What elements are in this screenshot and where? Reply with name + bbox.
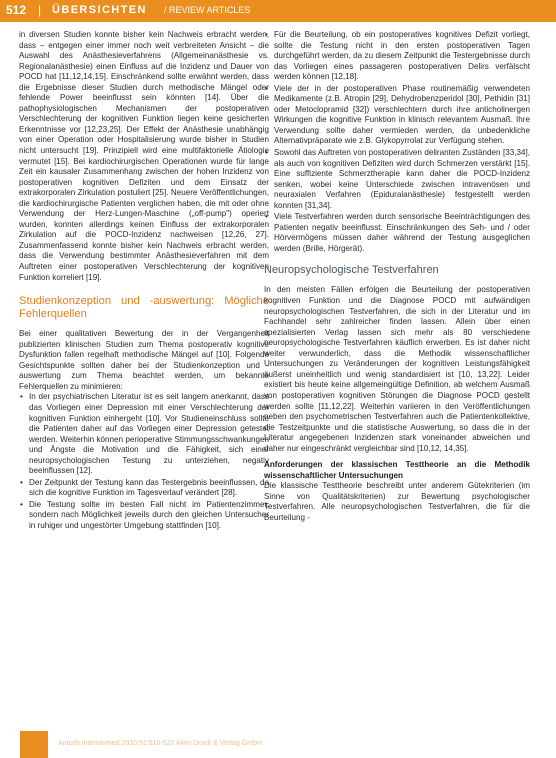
header-separator: | <box>38 3 42 17</box>
list-item: • Viele der in der postoperativen Phase routinemäßig verwendeten Medikamente (z.B. Atropin [29], Dehydrobenzperidol [30], Pethidin [31] oder Metoclopramid [32]) verschlechtern durch ihre anticholinergen Wirkungen die kognitive Funktion in klinisch relevantem Ausmaß. Ihre Verwendung sollte daher vermieden werden, da unbedenkliche Alternativpräparate wie z.B. Glykopyrrolat zur Verfügung stehen. <box>274 84 530 147</box>
paragraph: In den meisten Fällen erfolgen die Beurteilung der postoperativen kognitiven Funktion und die Diagnose POCD mit aufwändigen neuropsychologischen Testverfahren, die sich in der Literatur und im Fachhandel sehr zahlreicher finden lassen. Allein über einen spezialisierten Verlag lassen sich mehr als 80 verschiedene neuropsychologische Testverfahren käuflich erwerben. Es ist daher nicht weiter verwunderlich, dass die Methodik wissenschaftlicher Untersuchungen zu Veränderungen der kognitiven Leistungsfähigkeit äußerst uneinheitlich und wenig standardisiert ist [10, 13,22]. Leider existiert bis heute keine allgemeingültige Definition, ab welchem Ausmaß von postoperativen kognitiven Störungen die Diagnose POCD gestellt werden sollte [11,12,22]. Weiterhin variieren in den Veröffentlichungen neben den psychometrischen Testverfahren auch die Patientenkollektive, die Testzeitpunkte und die statistische Auswertung, so dass die in der Literatur angegebenen Inzidenzen stark voneinander abweichen und daher nur eingeschränkt vergleichbar sind [10,12, 14,35]. <box>264 285 530 453</box>
right-column <box>264 30 530 524</box>
bullet-list <box>19 392 269 531</box>
footer-text: Anästh Intensivmed 2010;51:510-520 Aktiv Druck & Verlag GmbH <box>58 740 262 747</box>
section-heading: Studienkonzeption und -auswertung: Mögliche Fehlerquellen <box>19 295 269 321</box>
paragraph: in diversen Studien konnte bisher kein Nachweis erbracht werden, dass – entgegen einer immer noch weit verbreiteten Ansicht – die Auswahl des Anästhesieverfahrens (Allgemeinanästhesie vs. Regionalanästhesie) einen Einfluss auf die Inzidenz und Dauer von POCD hat [11,12,14,15]. Einschränkend sollte erwähnt werden, dass die Ergebnisse dieser Studien durch methodische Mängel oder fehlende Power beeinflusst sein könnten [14]. Über die pathophysiologischen Mechanismen der postoperativen Verschlechterung der kognitiven Funktion liegen keine gesicherten Erkenntnisse vor [12,23,25]. Der Effekt der Anästhesie unabhängig von einer Operation oder Hospitalisierung wurde bisher in Studien nicht untersucht [19]. Prinzipiell wird eine multifaktorielle Ätiologie vermutet [15]. Bei kardiochirurgischen Operationen wurde für lange Zeit ein kausaler Zusammenhang zwischen der hohen Inzidenz von postoperativen kognitiven Defiziten und dem Einsatz der extrakorporalen Zirkulation postuliert [25]. Neuere Veröffentlichungen, die kardiochirurgische Patienten verglichen haben, die mit oder ohne Verwendung der Herz-Lungen-Maschine („off-pump") operiert wurden, konnten allerdings keinen Einfluss der extrakorporalen Zirkulation auf die POCD-Inzidenz nachweisen [12,26, 27]. Zusammenfassend konnte bisher kein Nachweis erbracht werden, dass die Verwendung bestimmter Anästhesieverfahren mit dem Auftreten einer postoperativen Verschlechterung der kognitiven Funktion korreliert [19]. <box>19 30 269 282</box>
list-item: • Sowohl das Auftreten von postoperativen deliranten Zuständen [33,34], als auch von kognitiven Defiziten wird durch Schmerzen verstärkt [15]. Eine suffiziente Schmerztherapie kann daher die POCD-Inzidenz senken, wobei keine Unterschiede zwischen intravenösen und neuraxialen Verfahren (Epiduralanästhesie) festgestellt werden konnten [31,34]. <box>274 148 530 211</box>
subsection-heading: Anforderungen der klassischen Testtheorie an die Methodik wissenschaftlicher Untersuchungen <box>264 460 530 480</box>
list-item: • Der Zeitpunkt der Testung kann das Testergebnis beeinflussen, da sich die kognitive Funktion im Tagesverlauf verändert [28]. <box>29 478 269 499</box>
list-item: • Für die Beurteilung, ob ein postoperatives kognitives Defizit vorliegt, sollte die Testung nicht in den ersten postoperativen Tagen durchgeführt werden, da zu diesem Zeitpunkt die Testergebnisse durch das Vorliegen eines passageren postoperativen Delirs verfälscht werden können [12,18]. <box>274 30 530 83</box>
section-heading: Neuropsychologische Testverfahren <box>264 264 439 277</box>
left-column <box>19 30 269 533</box>
list-item: • In der psychiatrischen Literatur ist es seit langem anerkannt, dass das Vorliegen einer Depression mit einer Verschlechterung der kognitiven Funktion einhergeht [10]. Vor Studieneinschluss sollte die Patienten daher auf das Vorliegen einer Depression getestet werden. Weiterhin können perioperative Stimmungsschwankungen und Ängste die Motivation und die Fähigkeit, sich einer neuropsychologischen Testung zu unterziehen, negativ beeinflussen [12]. <box>29 392 269 476</box>
paragraph: Die klassische Testtheorie beschreibt unter anderem Gütekriterien (im Sinne von Qualitätskriterien) zur Bewertung psychologischer Testverfahren. Alle neuropsychologischen Testverfahren, die für die Beurteilung - <box>264 481 530 522</box>
section-title: ÜBERSICHTEN <box>52 4 147 16</box>
list-item: • Viele Testverfahren werden durch sensorische Beeinträchtigungen des Patienten negativ beeinflusst. Einschränkungen des Seh- und / oder Hörvermögens müssen daher während der Testung ausgeglichen werden (Brille, Hörgerät). <box>274 212 530 254</box>
footer-marker <box>20 731 48 758</box>
page-number: 512 <box>6 3 27 17</box>
paragraph: Bei einer qualitativen Bewertung der in der Vergangenheit publizierten klinischen Studien zum Thema postoperativ kognitive Dysfunktion fallen regelhaft methodische Mängel auf [10]. Folgende Gesichtspunkte sollten daher bei der Studienkonzeption und -auswertung zum Thema beachtet werden, um bekannte Fehlerquellen zu minimieren: <box>19 329 269 391</box>
bullet-list <box>264 30 530 254</box>
section-subtitle: / REVIEW ARTICLES <box>164 5 251 15</box>
list-item: • Die Testung sollte im besten Fall nicht im Patientenzimmer, sondern nach Möglichkeit jeweils durch den gleichen Untersucher in ruhiger und ungestörter Umgebung stattfinden [10]. <box>29 500 269 532</box>
